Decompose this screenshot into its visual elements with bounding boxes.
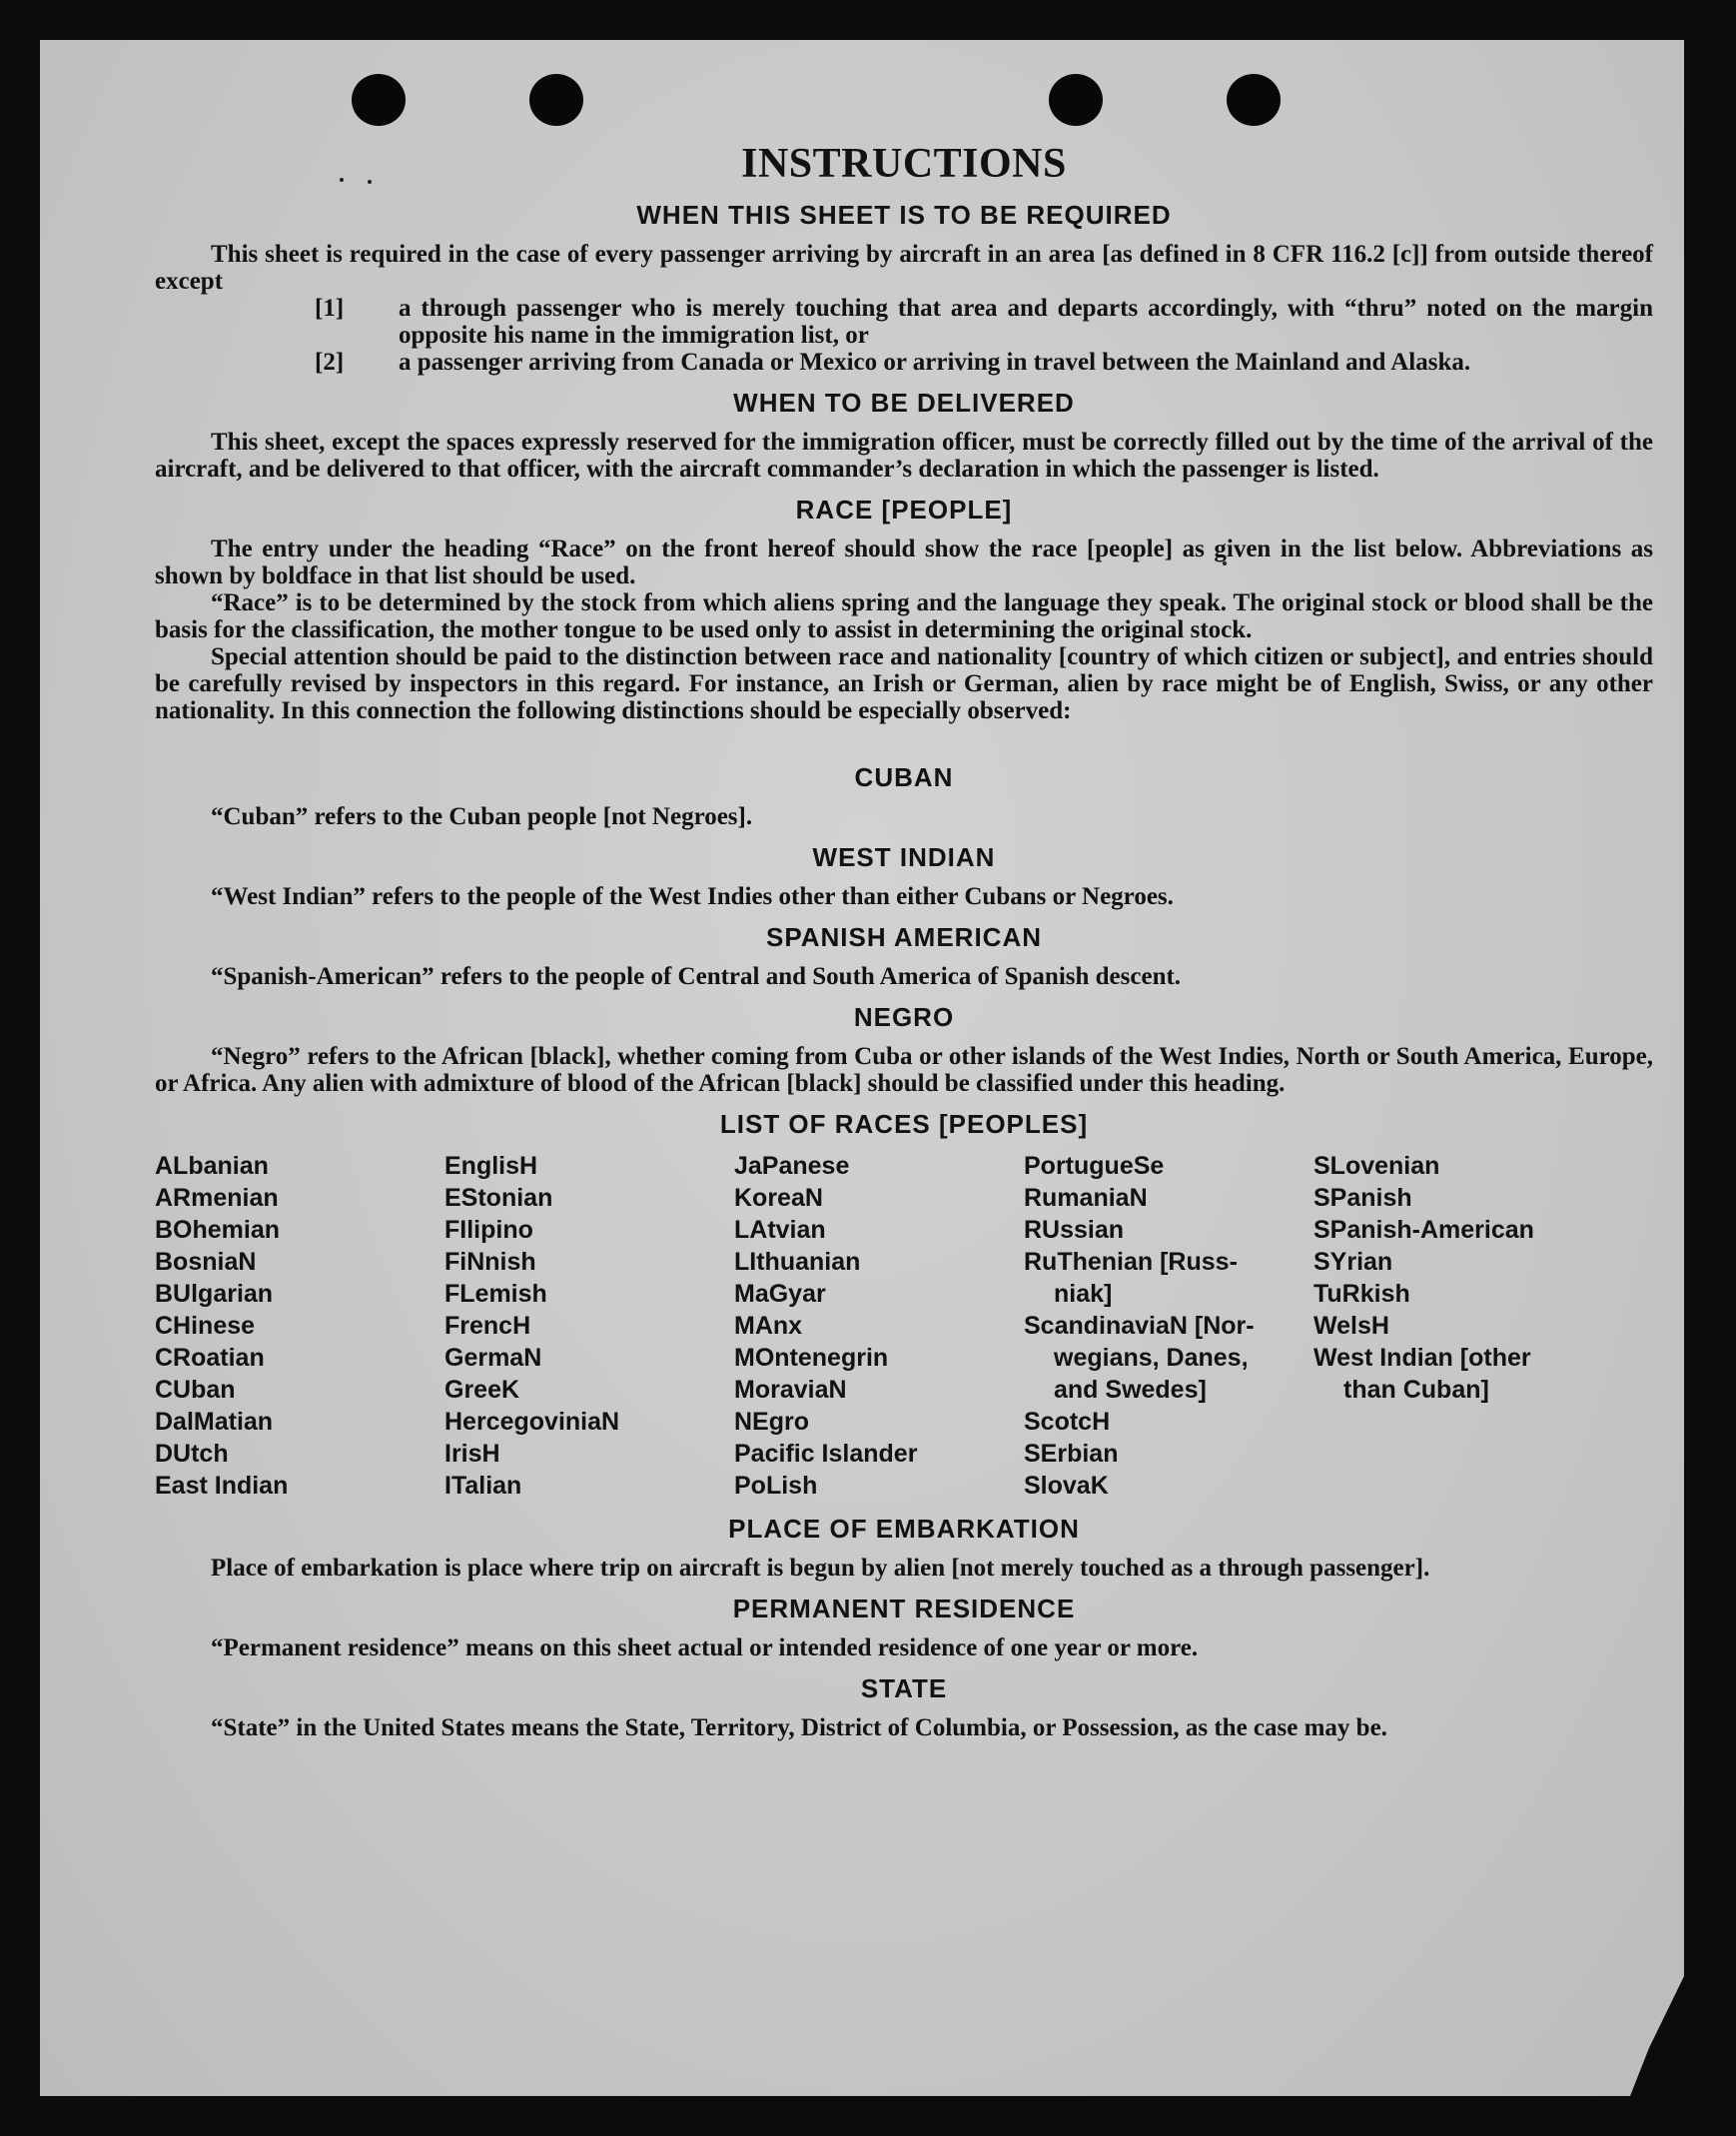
race-entry: SlovaK [1024, 1472, 1109, 1500]
race-entry: FLemish [444, 1280, 547, 1308]
race-entry: PortugueSe [1024, 1152, 1165, 1180]
heading-state: STATE [860, 1673, 948, 1703]
race-entry: RUssian [1024, 1216, 1125, 1244]
paragraph-place-of-embarkation: Place of embarkation is place where trip on aircraft is begun by alien [not merely touched as a through passenger]. [211, 1555, 1430, 1582]
races-column [444, 1150, 734, 1502]
race-entry: CUban [155, 1376, 236, 1404]
race-entry: ALbanian [155, 1152, 269, 1180]
item-number: [2] [315, 349, 345, 376]
paragraph-cuban: “Cuban” refers to the Cuban people [not Negroes]. [211, 803, 753, 830]
heading-negro: NEGRO [853, 1002, 955, 1032]
race-entry: DUtch [155, 1440, 229, 1468]
paragraph-negro: “Negro” refers to the African [black], whether coming from Cuba or other islands of the West Indies, North or South America, Europe, or Africa. Any alien with admixture of blood of the African [black] should be classified under this heading. [155, 1043, 1653, 1097]
race-entry: GermaN [444, 1344, 542, 1372]
races-column [734, 1150, 1024, 1502]
heading-race: RACE [PEOPLE] [795, 495, 1013, 525]
paragraph-permanent-residence: “Permanent residence” means on this sheet actual or intended residence of one year or more. [211, 1634, 1199, 1661]
race-entry: PoLish [734, 1472, 818, 1500]
paragraph-race: The entry under the heading “Race” on the front hereof should show the race [people] as given in the list below. Abbreviations as shown by boldface in that list should be used. [155, 535, 1653, 589]
instructions-content [155, 140, 1653, 1741]
race-entry: DalMatian [155, 1408, 274, 1436]
race-entry: MAnx [734, 1312, 803, 1340]
race-entry: LIthuanian [734, 1248, 861, 1276]
race-entry: ScandinaviaN [Nor- [1024, 1312, 1255, 1340]
heading-cuban: CUBAN [854, 762, 954, 792]
race-entry-continued: niak] [1054, 1280, 1113, 1308]
race-entry: RuThenian [Russ- [1024, 1248, 1238, 1276]
race-entry: Pacific Islander [734, 1440, 918, 1468]
folded-corner [1630, 1976, 1684, 2096]
heading-spanish-american: SPANISH AMERICAN [765, 922, 1042, 952]
item-number: [1] [315, 295, 345, 322]
list-item [155, 349, 1653, 376]
heading-permanent-residence: PERMANENT RESIDENCE [732, 1594, 1076, 1623]
race-entry: ARmenian [155, 1184, 279, 1212]
race-entry: SLovenian [1313, 1152, 1440, 1180]
race-entry: MaGyar [734, 1280, 826, 1308]
races-column [1313, 1150, 1603, 1502]
race-entry: CRoatian [155, 1344, 265, 1372]
paragraph-when-delivered: This sheet, except the spaces expressly reserved for the immigration officer, must be correctly filled out by the time of the arrival of the aircraft, and be delivered to that officer, with the aircraft commander’s declaration in which the passenger is listed. [155, 429, 1653, 483]
race-entry: TuRkish [1313, 1280, 1410, 1308]
race-entry: FIlipino [444, 1216, 533, 1244]
race-entry: KoreaN [734, 1184, 823, 1212]
heading-list-of-races: LIST OF RACES [PEOPLES] [719, 1109, 1089, 1139]
race-entry: HercegoviniaN [444, 1408, 620, 1436]
race-entry: RumaniaN [1024, 1184, 1148, 1212]
document-sheet [40, 40, 1684, 2096]
race-entry-continued: and Swedes] [1054, 1376, 1207, 1404]
race-entry: BosniaN [155, 1248, 257, 1276]
heading-west-indian: WEST INDIAN [812, 842, 996, 872]
race-entry: East Indian [155, 1472, 289, 1500]
paragraph-state: “State” in the United States means the State, Territory, District of Columbia, or Possession, as the case may be. [211, 1714, 1387, 1741]
race-entry: BUlgarian [155, 1280, 274, 1308]
race-entry: SErbian [1024, 1440, 1119, 1468]
race-entry: NEgro [734, 1408, 809, 1436]
punch-hole [529, 74, 583, 126]
race-entry: CHinese [155, 1312, 256, 1340]
race-entry: FrencH [444, 1312, 531, 1340]
race-entry: SPanish-American [1313, 1216, 1534, 1244]
races-list [155, 1150, 1653, 1502]
paragraph-spanish-american: “Spanish-American” refers to the people of Central and South America of Spanish descent. [211, 963, 1182, 990]
race-entry: MOntenegrin [734, 1344, 889, 1372]
punch-hole [1227, 74, 1281, 126]
race-entry: EStonian [444, 1184, 553, 1212]
race-entry-continued: than Cuban] [1343, 1376, 1489, 1404]
races-column [155, 1150, 444, 1502]
punch-hole [352, 74, 406, 126]
race-entry: FiNnish [444, 1248, 536, 1276]
race-entry: SYrian [1313, 1248, 1393, 1276]
race-entry: ITalian [444, 1472, 522, 1500]
item-text: a passenger arriving from Canada or Mexico or arriving in travel between the Mainland and Alaska. [399, 349, 1471, 376]
race-entry: GreeK [444, 1376, 520, 1404]
paragraph-race: “Race” is to be determined by the stock from which aliens spring and the language they speak. The original stock or blood shall be the basis for the classification, the mother tongue to be used only to assist in determining the original stock. [155, 589, 1653, 643]
paragraph-race: Special attention should be paid to the distinction between race and nationality [country of which citizen or subject], and entries should be carefully revised by inspectors in this regard. For instance, an Irish or German, alien by race might be of English, Swiss, or any other nationality. In this connection the following distinctions should be especially observed: [155, 643, 1653, 724]
race-entry: MoraviaN [734, 1376, 847, 1404]
paragraph-when-required: This sheet is required in the case of every passenger arriving by aircraft in an area [as defined in 8 CFR 116.2 [c]] from outside thereof except [155, 241, 1653, 295]
heading-place-of-embarkation: PLACE OF EMBARKATION [728, 1514, 1080, 1544]
page-title: INSTRUCTIONS [741, 141, 1067, 187]
list-item [155, 295, 1653, 349]
race-entry: JaPanese [734, 1152, 850, 1180]
races-column [1024, 1150, 1313, 1502]
punch-hole [1049, 74, 1103, 126]
heading-when-delivered: WHEN TO BE DELIVERED [733, 388, 1075, 418]
race-entry: ScotcH [1024, 1408, 1111, 1436]
race-entry-continued: wegians, Danes, [1054, 1344, 1249, 1372]
race-entry: EnglisH [444, 1152, 538, 1180]
race-entry: West Indian [other [1313, 1344, 1531, 1372]
heading-when-required: WHEN THIS SHEET IS TO BE REQUIRED [636, 200, 1172, 230]
item-text: a through passenger who is merely touching that area and departs accordingly, with “thru” noted on the margin opposite his name in the immigration list, or [399, 295, 1653, 349]
race-entry: SPanish [1313, 1184, 1412, 1212]
race-entry: WelsH [1313, 1312, 1389, 1340]
race-entry: IrisH [444, 1440, 500, 1468]
paragraph-west-indian: “West Indian” refers to the people of the West Indies other than either Cubans or Negroes. [211, 883, 1174, 910]
race-entry: LAtvian [734, 1216, 826, 1244]
race-entry: BOhemian [155, 1216, 281, 1244]
